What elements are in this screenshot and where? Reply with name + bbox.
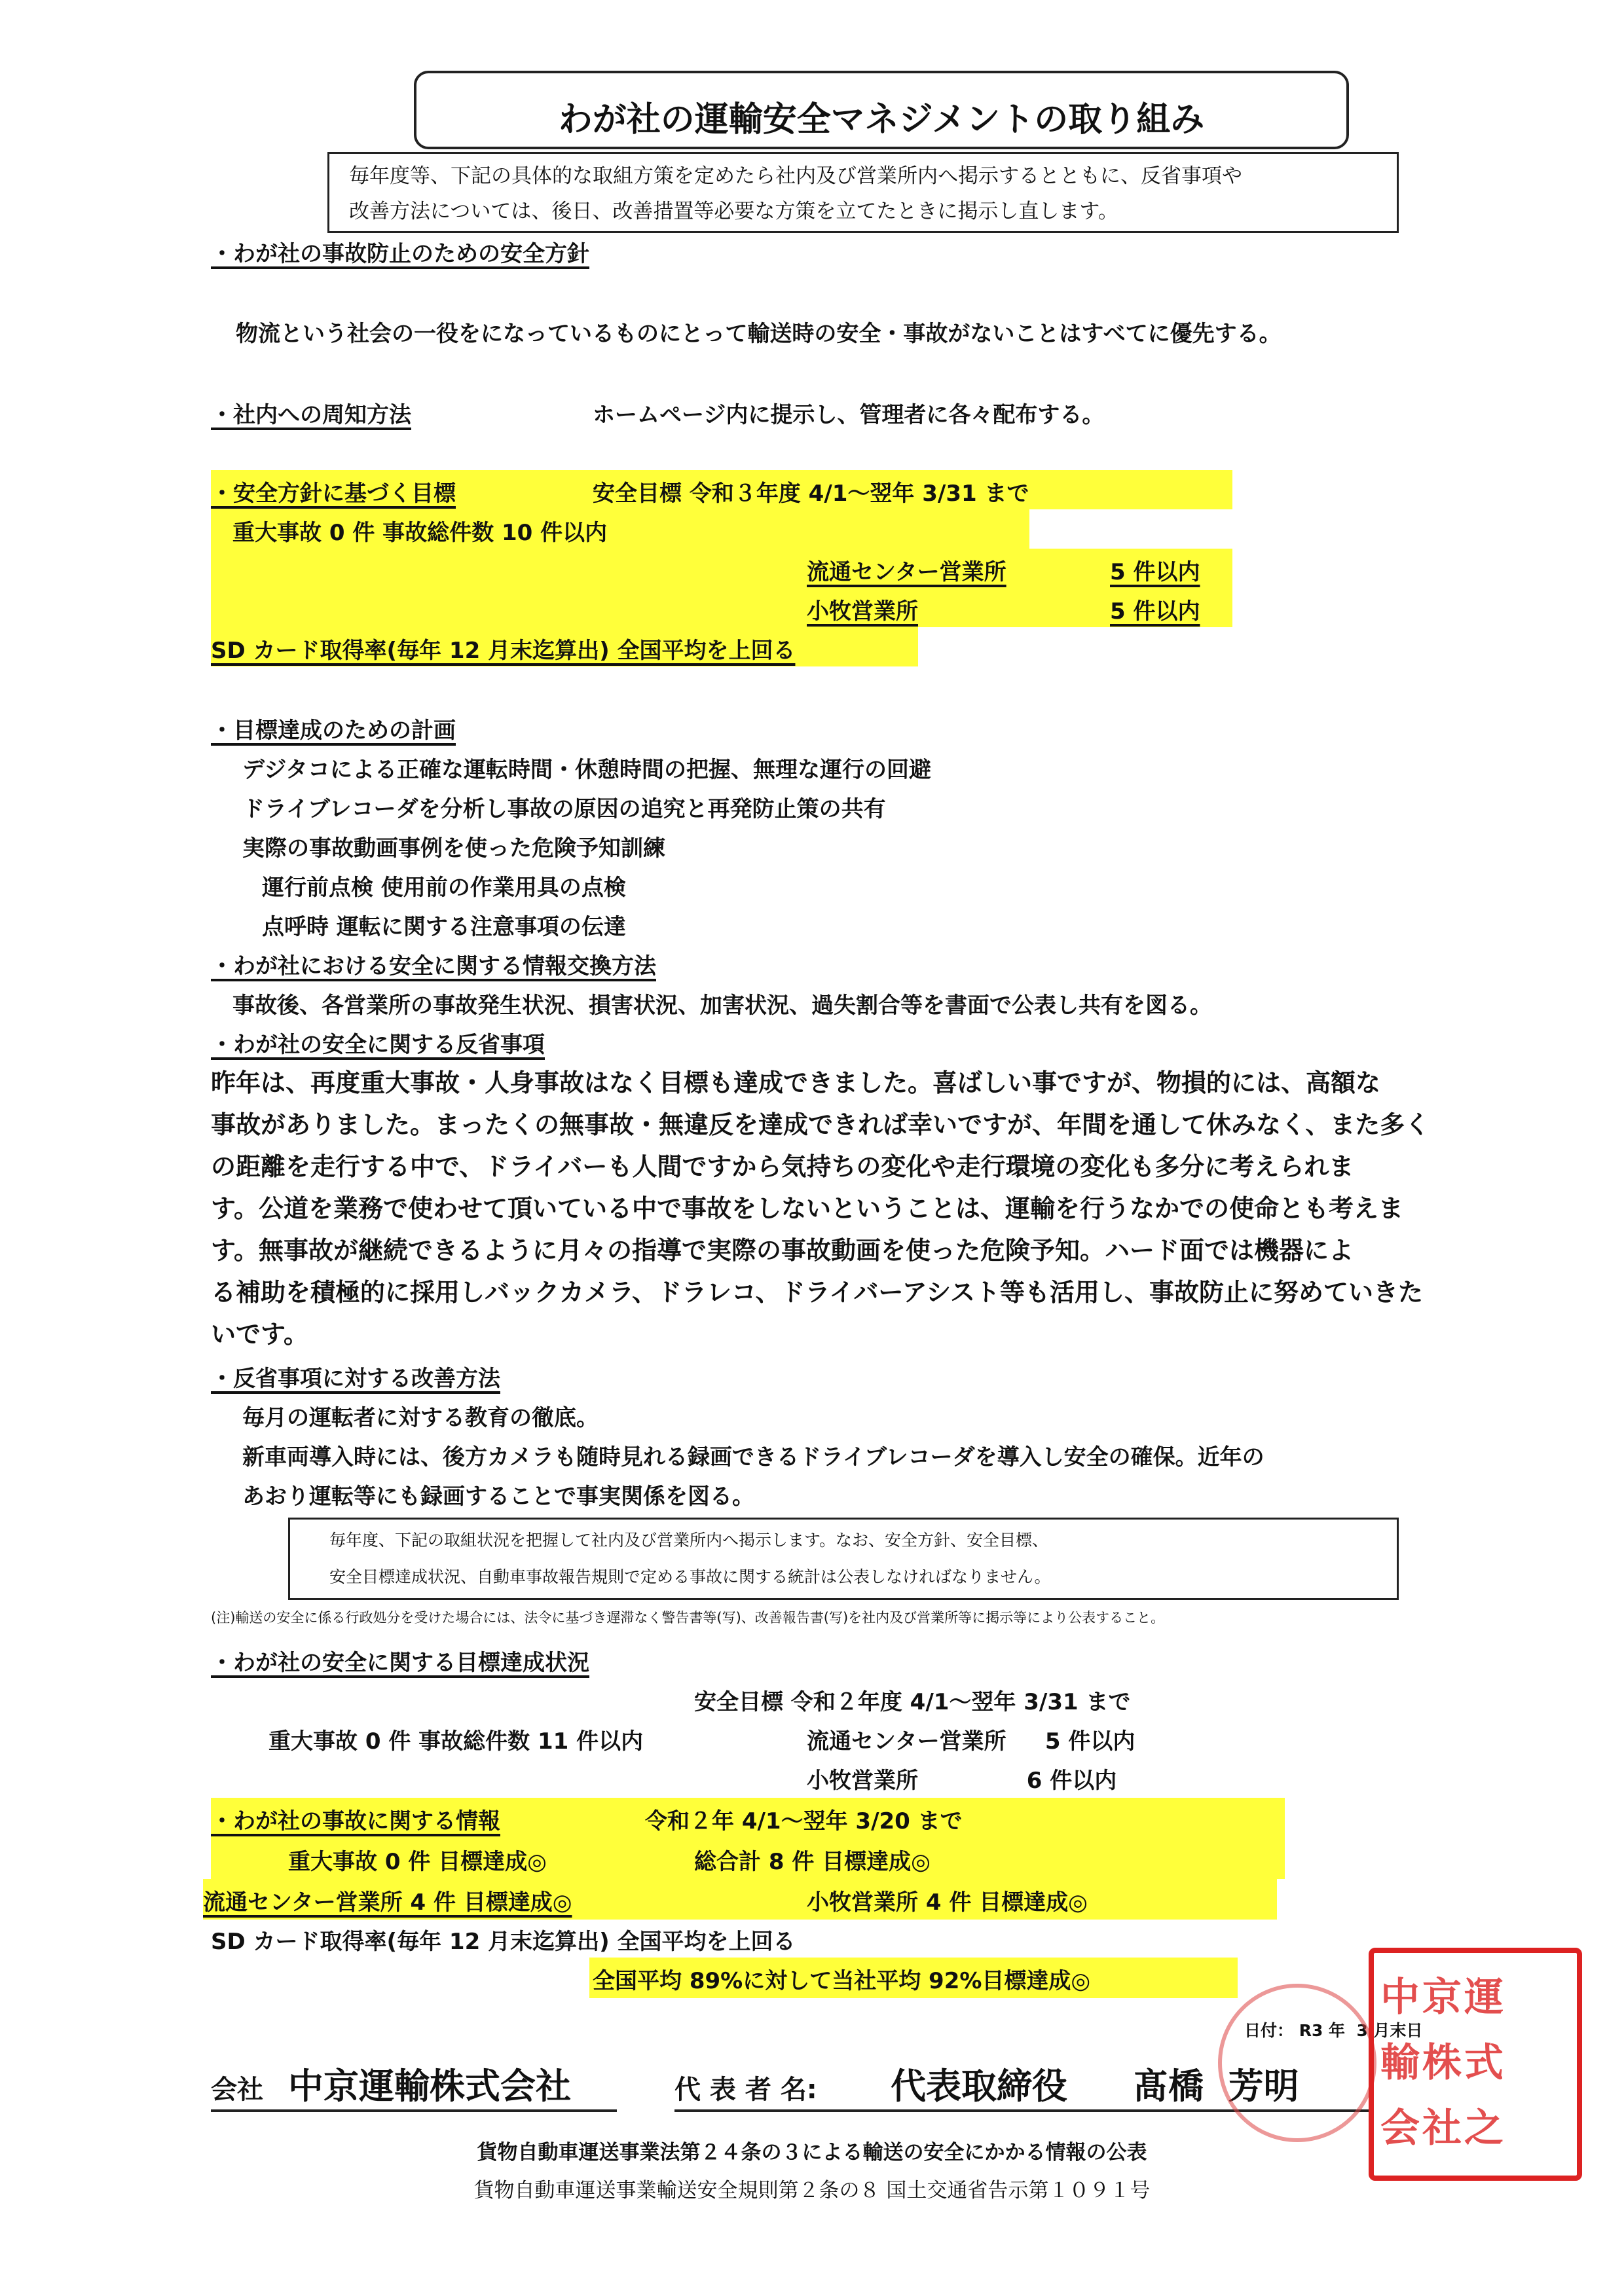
reflection-heading: ・わが社の安全に関する反省事項 <box>211 1032 545 1058</box>
goals-heading: ・安全方針に基づく目標 <box>211 481 456 507</box>
accident-komaki: 小牧営業所 4 件 目標達成◎ <box>807 1889 1088 1916</box>
reflection-line: 昨年は、再度重大事故・人身事故はなく目標も達成できました。喜ばしい事ですが、物損的には、高額な <box>211 1068 1381 1097</box>
policy-text: 物流という社会の一役をになっているものにとって輸送時の安全・事故がないことはすべてに優先する。 <box>236 321 1282 347</box>
disclosure-line: 安全目標達成状況、自動車事故報告規則で定める事故に関する統計は公表しなければなりません。 <box>329 1567 1051 1586</box>
intro-box <box>327 152 1399 233</box>
goals-komaki-value: 5 件以内 <box>1110 598 1200 625</box>
policy-heading: ・わが社の事故防止のための安全方針 <box>211 241 589 267</box>
stamp-text: 輸株式 <box>1380 2040 1506 2086</box>
accident-center: 流通センター営業所 4 件 目標達成◎ <box>203 1889 572 1916</box>
plan-item: 運行前点検 使用前の作業用具の点検 <box>262 875 626 901</box>
company-name: 中京運輸株式会社 <box>288 2066 571 2107</box>
notice-text: ホームページ内に提示し、管理者に各々配布する。 <box>593 402 1105 428</box>
info-exchange-text: 事故後、各営業所の事故発生状況、損害状況、加害状況、過失割合等を書面で公表し共有を図る。 <box>232 993 1212 1019</box>
accident-line1: 重大事故 0 件 目標達成◎ <box>288 1849 547 1875</box>
accident-heading: ・わが社の事故に関する情報 <box>211 1808 500 1834</box>
reflection-text <box>211 1062 1475 1355</box>
goals-sd: SD カード取得率(毎年 12 月末迄算出) 全国平均を上回る <box>211 638 796 664</box>
reflection-line: の距離を走行する中で、ドライバーも人間ですから気持ちの変化や走行環境の変化も多分に考えられま <box>211 1152 1354 1181</box>
goals-center-name: 流通センター営業所 <box>807 559 1006 585</box>
footer-line: 貨物自動車運送事業輸送安全規則第２条の８ 国土交通省告示第１０９１号 <box>473 2179 1151 2202</box>
achievement-heading: ・わが社の安全に関する目標達成状況 <box>211 1650 589 1676</box>
disclosure-box <box>288 1518 1399 1600</box>
improvement-line: 新車両導入時には、後方カメラも随時見れる録画できるドライブレコーダを導入し安全の確保。近年の <box>242 1444 1264 1470</box>
reflection-line: いです。 <box>211 1320 308 1349</box>
plan-item: 点呼時 運転に関する注意事項の伝達 <box>262 914 626 940</box>
goals-period: 安全目標 令和３年度 4/1～翌年 3/31 まで <box>593 481 1029 507</box>
achievement-period: 安全目標 令和２年度 4/1～翌年 3/31 まで <box>694 1689 1131 1715</box>
footer-line: 貨物自動車運送事業法第２４条の３による輸送の安全にかかる情報の公表 <box>477 2141 1147 2164</box>
achievement-komaki: 小牧営業所 6 件以内 <box>807 1768 1117 1794</box>
goals-center-value: 5 件以内 <box>1110 559 1200 585</box>
highlight <box>211 549 1232 588</box>
reflection-line: る補助を積極的に採用しバックカメラ、ドラレコ、ドライバーアシスト等も活用し、事故防止に努めていきた <box>211 1278 1423 1307</box>
accident-line1b: 総合計 8 件 目標達成◎ <box>694 1849 931 1875</box>
plan-heading: ・目標達成のための計画 <box>211 718 456 744</box>
rep-label: 代 表 者 名: <box>674 2075 817 2105</box>
accident-sd: SD カード取得率(毎年 12 月末迄算出) 全国平均を上回る <box>211 1929 796 1955</box>
intro-line: 改善方法については、後日、改善措置等必要な方策を立てたときに掲示し直します。 <box>349 200 1118 223</box>
rep-name: 髙橋 芳明 <box>1133 2066 1299 2107</box>
disclosure-line: 毎年度、下記の取組状況を把握して社内及び営業所内へ掲示します。なお、安全方針、安全目標、 <box>329 1531 1049 1550</box>
rep-title: 代表取締役 <box>891 2066 1067 2107</box>
achievement-center: 流通センター営業所 5 件以内 <box>807 1728 1135 1755</box>
note-text: (注)輸送の安全に係る行政処分を受けた場合には、法令に基づき遅滞なく警告書等(写)、改善報告書(写)を社内及び営業所等に掲示等により公表すること。 <box>211 1610 1165 1626</box>
reflection-line: す。無事故が継続できるように月々の指導で実際の事故動画を使った危険予知。ハード面では機器によ <box>211 1236 1354 1265</box>
stamp-text: 会社之 <box>1380 2105 1506 2151</box>
plan-item: 実際の事故動画事例を使った危険予知訓練 <box>242 835 665 862</box>
achievement-line1: 重大事故 0 件 事故総件数 11 件以内 <box>268 1728 644 1755</box>
intro-line: 毎年度等、下記の具体的な取組方策を定めたら社内及び営業所内へ掲示するとともに、反省事項や <box>349 164 1242 188</box>
plan-item: ドライブレコーダを分析し事故の原因の追究と再発防止策の共有 <box>242 796 886 822</box>
stamp-text: 中京運 <box>1380 1975 1506 2020</box>
reflection-line: 事故がありました。まったくの無事故・無違反を達成できれば幸いですが、年間を通して休みなく、また多く <box>211 1110 1430 1139</box>
plan-item: デジタコによる正確な運転時間・休憩時間の把握、無理な運行の回避 <box>242 757 931 783</box>
accident-sd-result: 全国平均 89%に対して当社平均 92%目標達成◎ <box>593 1968 1091 1994</box>
goals-komaki-name: 小牧営業所 <box>807 598 918 625</box>
improvement-line: あおり運転等にも録画することで事実関係を図る。 <box>242 1484 754 1510</box>
accident-period: 令和２年 4/1～翌年 3/20 まで <box>645 1808 963 1834</box>
reflection-line: す。公道を業務で使わせて頂いている中で事故をしないということは、運輸を行うなかでの使命とも考えま <box>211 1194 1403 1223</box>
highlight <box>211 588 1232 627</box>
improvement-line: 毎月の運転者に対する教育の徹底。 <box>242 1405 599 1431</box>
improvement-heading: ・反省事項に対する改善方法 <box>211 1366 500 1392</box>
company-label: 会社 <box>211 2075 263 2105</box>
goals-line1: 重大事故 0 件 事故総件数 10 件以内 <box>232 520 608 546</box>
round-seal <box>1218 1984 1376 2142</box>
title-box <box>414 71 1349 149</box>
page-title: わが社の運輸安全マネジメントの取り組み <box>558 100 1205 139</box>
notice-heading: ・社内への周知方法 <box>211 402 411 428</box>
underline <box>211 2109 617 2112</box>
info-exchange-heading: ・わが社における安全に関する情報交換方法 <box>211 953 656 979</box>
date-label: 日付： R3 年 3 月末日 <box>1244 2021 1423 2040</box>
